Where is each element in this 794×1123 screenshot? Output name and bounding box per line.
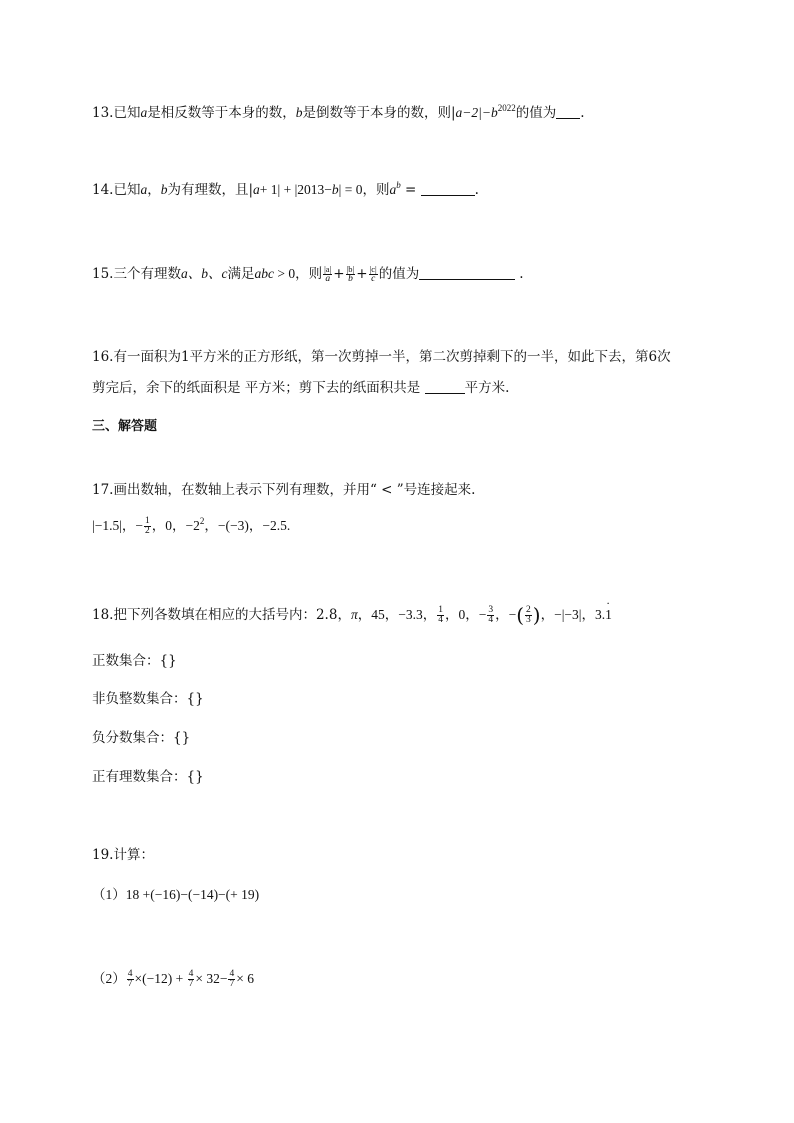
q17-value-1: |−1.5|， [92, 518, 136, 533]
q18-intro: 18.把下列各数填在相应的大括号内：2.8， [92, 607, 351, 623]
q13-expression: a−2|−b [455, 105, 498, 120]
q19-part-2-label: （2） [92, 971, 126, 986]
q16-answer-blank[interactable] [425, 379, 465, 394]
question-16-line-1: 16.有一面积为1平方米的正方形纸，第一次剪掉一半，第二次剪掉剩下的一半，如此下去，第6次 [92, 349, 671, 365]
q13-answer-blank[interactable] [556, 104, 580, 119]
q18-repeating-digit: 1 · [605, 605, 612, 625]
q14-expr-b: b [331, 182, 339, 197]
q19-part-2 [92, 969, 254, 989]
q15-suffix: 的值为 [378, 266, 420, 282]
q14-power-exponent: b [396, 180, 401, 190]
q13-text-2: 是倒数等于本身的数，则| [302, 105, 456, 121]
q18-set-negative-fraction: 负分数集合：{} [92, 730, 191, 746]
q15-fraction-b: $\frac{|b|}{b}$ [346, 264, 355, 284]
q18-list-3: ，− [495, 607, 517, 622]
q13-exponent: 2022 [497, 103, 516, 113]
q14-prefix: 14.已知 [92, 182, 141, 198]
q17-minus: − [135, 518, 144, 533]
q18-set-positive: 正数集合：{} [92, 653, 177, 669]
q19-expr-2: × 32− [195, 971, 228, 986]
q13-suffix: 的值为 [515, 105, 557, 121]
q14-end: . [474, 182, 479, 198]
q14-power-base: a [389, 182, 397, 197]
q17-value-3: ，0，−2 [151, 518, 200, 533]
q14-expr-mid: + 1| + |2013− [259, 182, 332, 197]
question-13 [92, 103, 585, 123]
q15-prefix: 15.三个有理数 [92, 266, 181, 282]
q14-sep: ， [147, 182, 161, 198]
q19-fraction-3: $\frac{4}{7}$ [229, 969, 235, 990]
q14-equals: = [400, 182, 421, 198]
question-16-line-2 [92, 378, 509, 398]
q18-fraction-2: $\frac{3}{4}$ [488, 605, 494, 625]
q18-pi: π [350, 607, 358, 622]
q15-condition: abc [254, 266, 274, 281]
question-17-values [92, 516, 290, 536]
q14-expr-a: a [253, 182, 260, 197]
q15-condition-2: > 0，则 [273, 266, 323, 281]
question-17-line-1: 17.画出数轴，在数轴上表示下列有理数，并用“ < ”号连接起来. [92, 482, 476, 498]
question-19-title: 19.计算： [92, 847, 154, 863]
q13-var-a: a [140, 105, 148, 120]
q19-fraction-2: $\frac{4}{7}$ [188, 969, 194, 990]
q13-text: 是相反数等于本身的数， [147, 105, 296, 121]
q13-end: . [580, 105, 585, 121]
q15-end: . [519, 266, 524, 282]
q15-vars: a、b、c [180, 266, 228, 281]
q14-var-a: a [140, 182, 148, 197]
q19-part-1: （1）18 +(−16)−(−14)−(+ 19) [92, 887, 260, 902]
q14-var-b: b [160, 182, 168, 197]
q18-list-4: ，−|−3|，3. [540, 607, 606, 622]
q17-exponent: 2 [199, 516, 205, 526]
q15-mid: 满足 [227, 266, 255, 282]
q17-fraction: $\frac{1}{2}$ [145, 516, 150, 537]
q15-answer-blank[interactable] [419, 265, 515, 280]
q18-fraction-3: $\frac{2}{3}$ [526, 605, 531, 625]
q18-list-2: ，0，− [444, 607, 487, 622]
question-14 [92, 180, 479, 200]
q18-fraction-1: $\frac{1}{4}$ [438, 605, 443, 625]
q19-expr-3: × 6 [236, 971, 254, 986]
q18-list-1: ，45，−3.3， [357, 607, 437, 622]
q15-plus-2: + [356, 266, 368, 282]
q16-suffix: 平方米. [464, 380, 510, 396]
q16-text: 剪完后，余下的纸面积是 平方米；剪下去的纸面积共是 [92, 380, 425, 396]
q15-plus: + [333, 266, 345, 282]
question-15 [92, 264, 524, 284]
q19-fraction-1: $\frac{4}{7}$ [127, 969, 133, 990]
q15-fraction-c: $\frac{|c|}{c}$ [369, 264, 377, 284]
q17-value-4: ，−(−3)，−2.5. [204, 518, 291, 533]
q13-var-b: b [295, 105, 303, 120]
q18-set-nonnegative-integer: 非负整数集合：{} [92, 691, 204, 707]
q15-fraction-a: $\frac{|a|}{a}$ [324, 264, 332, 284]
q14-expr-end: | = 0，则 [338, 182, 390, 197]
q14-answer-blank[interactable] [421, 181, 475, 196]
question-18: 18.把下列各数填在相应的大括号内：2.8，π，45，−3.3， $\frac{1}{4}$ ，0，− $\frac{3}{4}$ ，−( $\frac{2}{3}$ )，−|−3|，3.1 · [92, 605, 612, 625]
q13-prefix: 13.已知 [92, 105, 141, 121]
q18-set-positive-rational: 正有理数集合：{} [92, 769, 204, 785]
section-heading: 三、解答题 [92, 419, 158, 434]
q14-text: 为有理数，且| [167, 182, 254, 198]
q19-expr-1: ×(−12) + [134, 971, 187, 986]
